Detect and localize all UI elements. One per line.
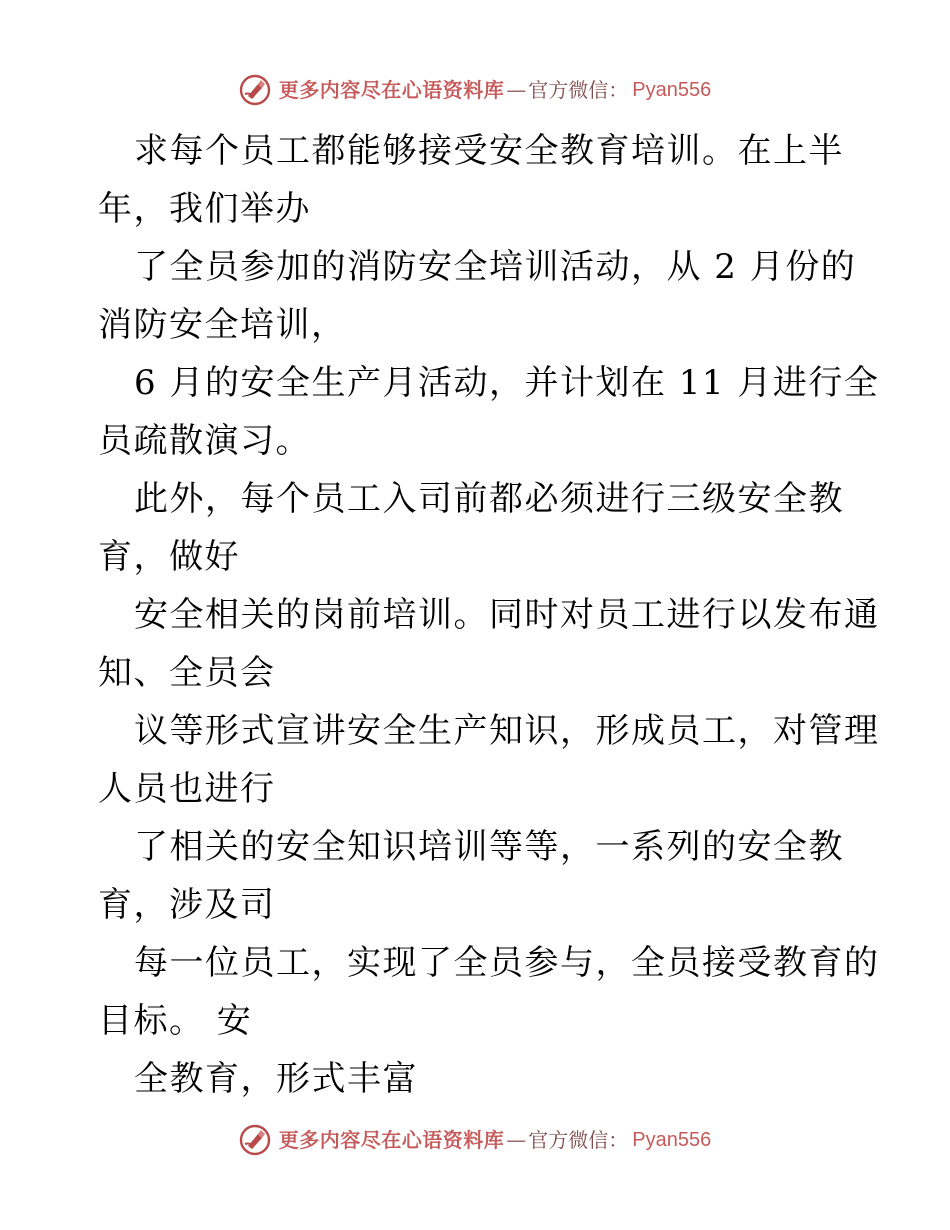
paragraph-line: 育，做好 xyxy=(98,537,240,577)
watermark-wechat-id: Pyan556 xyxy=(632,1129,712,1151)
watermark-wechat-id: Pyan556 xyxy=(632,79,712,101)
watermark-separator: — xyxy=(506,1128,527,1152)
paragraph xyxy=(0,702,950,818)
paragraph-line: 6 月的安全生产月活动，并计划在 11 月进行全 xyxy=(134,363,880,403)
watermark-main-text: 更多内容尽在心语资料库 xyxy=(278,78,505,102)
document-body xyxy=(0,122,950,1108)
paragraph xyxy=(0,934,950,1050)
paragraph-line: 了相关的安全知识培训等等，一系列的安全教 xyxy=(134,827,844,867)
header-watermark xyxy=(0,70,950,110)
paragraph-line: 年，我们举办 xyxy=(98,189,311,229)
paragraph xyxy=(0,122,950,238)
paragraph-line: 全教育，形式丰富 xyxy=(134,1059,418,1099)
footer-watermark xyxy=(0,1120,950,1160)
paragraph xyxy=(0,470,950,586)
watermark-separator: — xyxy=(506,78,527,102)
paragraph xyxy=(0,354,950,470)
paragraph-line: 育，涉及司 xyxy=(98,885,276,925)
watermark-text xyxy=(279,80,711,100)
paragraph-line: 此外，每个员工入司前都必须进行三级安全教 xyxy=(134,479,844,519)
paragraph xyxy=(0,1050,950,1108)
logo-icon xyxy=(239,74,271,106)
paragraph-line: 员疏散演习。 xyxy=(98,421,311,461)
paragraph-line: 了全员参加的消防安全培训活动，从 2 月份的 xyxy=(134,247,857,287)
paragraph-line: 消防安全培训， xyxy=(98,305,347,345)
paragraph xyxy=(0,238,950,354)
paragraph xyxy=(0,586,950,702)
paragraph-line: 求每个员工都能够接受安全教育培训。在上半 xyxy=(134,131,844,171)
paragraph-line: 目标。 安 xyxy=(98,1001,253,1041)
paragraph-line: 人员也进行 xyxy=(98,769,276,809)
paragraph xyxy=(0,818,950,934)
paragraph-line: 知、全员会 xyxy=(98,653,276,693)
paragraph-line: 安全相关的岗前培训。同时对员工进行以发布通 xyxy=(134,595,880,635)
watermark-main-text: 更多内容尽在心语资料库 xyxy=(278,1128,505,1152)
logo-icon xyxy=(239,1124,271,1156)
watermark-label: 官方微信： xyxy=(528,78,629,102)
paragraph-line: 议等形式宣讲安全生产知识，形成员工，对管理 xyxy=(134,711,880,751)
watermark-label: 官方微信： xyxy=(528,1128,629,1152)
watermark-text xyxy=(279,1130,711,1150)
paragraph-line: 每一位员工，实现了全员参与，全员接受教育的 xyxy=(134,943,880,983)
